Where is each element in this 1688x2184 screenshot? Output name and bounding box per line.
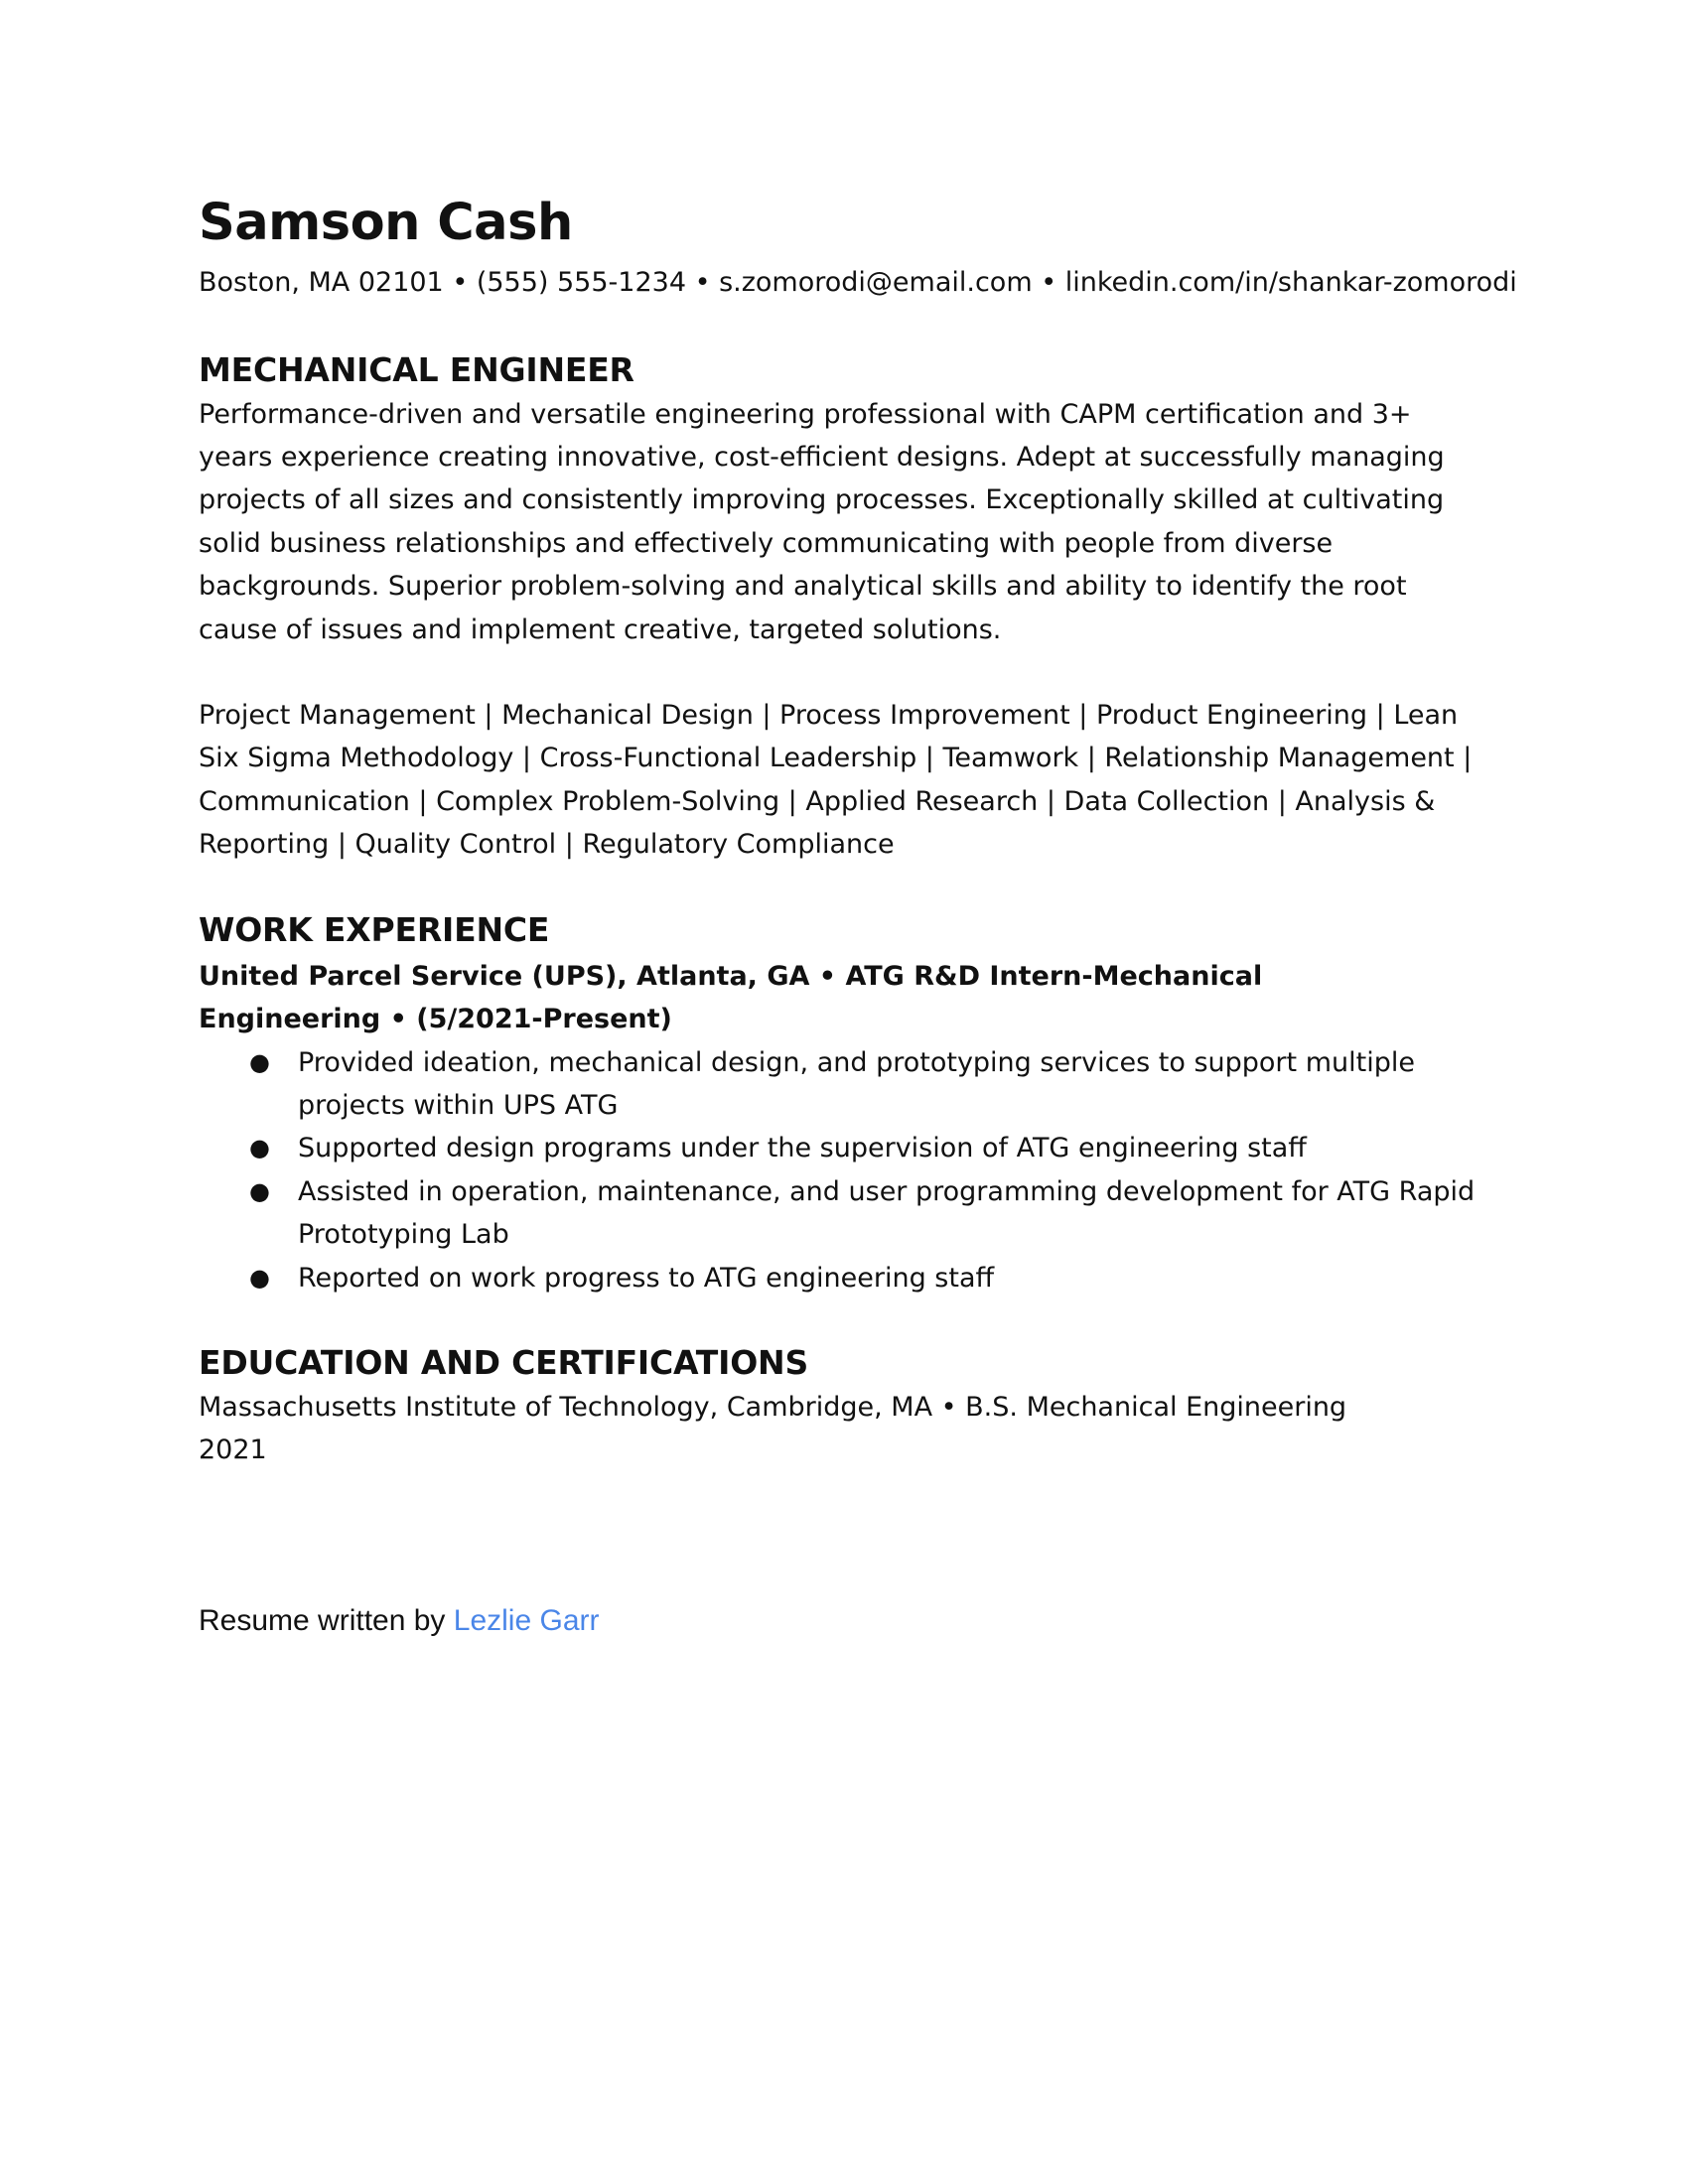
bullet-icon: ● bbox=[249, 1134, 270, 1162]
list-item bbox=[199, 1041, 1489, 1128]
job-bullets bbox=[199, 1041, 1509, 1299]
education-school-degree: Massachusetts Institute of Technology, Cambridge, MA • B.S. Mechanical Engineering bbox=[199, 1391, 1347, 1423]
candidate-name: Samson Cash bbox=[199, 194, 573, 252]
credit-prefix: Resume written by bbox=[199, 1603, 454, 1637]
resume-page bbox=[199, 194, 1517, 1641]
job-header: United Parcel Service (UPS), Atlanta, GA • ATG R&D Intern-Mechanical Engineering • (5/2021-Present) bbox=[199, 960, 1263, 1035]
bullet-text: Assisted in operation, maintenance, and user programming development for ATG Rapid Prototyping Lab bbox=[298, 1175, 1476, 1251]
author-link[interactable]: Lezlie Garr bbox=[453, 1603, 600, 1637]
bullet-icon: ● bbox=[249, 1047, 270, 1076]
education-title: EDUCATION AND CERTIFICATIONS bbox=[199, 1342, 809, 1382]
experience-title: WORK EXPERIENCE bbox=[199, 909, 550, 949]
bullet-text: Provided ideation, mechanical design, and prototyping services to support multiple projects within UPS ATG bbox=[298, 1046, 1415, 1121]
summary-text: Performance-driven and versatile engineering professional with CAPM certification and 3+ years experience creating innovative, cost-efficient designs. Adept at successfully managing projects of all sizes and consistently improving processes. Exceptionally skilled at cultivating solid business relationships and effectively communicating with people from diverse backgrounds. Superior problem-solving and analytical skills and ability to identify the root cause of issues and implement creative, targeted solutions. bbox=[199, 398, 1445, 645]
bullet-text: Supported design programs under the supervision of ATG engineering staff bbox=[298, 1133, 1307, 1164]
list-item bbox=[199, 1170, 1489, 1257]
bullet-icon: ● bbox=[249, 1176, 270, 1205]
contact-line: Boston, MA 02101 • (555) 555-1234 • s.zomorodi@email.com • linkedin.com/in/shankar-zomorodi bbox=[199, 266, 1517, 298]
resume-credit bbox=[199, 1601, 1509, 1641]
bullet-icon: ● bbox=[249, 1263, 270, 1292]
list-item bbox=[199, 1257, 1489, 1299]
summary-title: MECHANICAL ENGINEER bbox=[199, 349, 634, 389]
list-item bbox=[199, 1127, 1489, 1169]
bullet-text: Reported on work progress to ATG engineering staff bbox=[298, 1262, 995, 1294]
skills-list: Project Management | Mechanical Design | Process Improvement | Product Engineering | Lean Six Sigma Methodology | Cross-Functional Leadership | Teamwork | Relationship Management | Communication | Complex Problem-Solving | Applied Research | Data Collection | Analysis & Reporting | Quality Control | Regulatory Compliance bbox=[199, 700, 1473, 861]
education-line bbox=[199, 1386, 1509, 1472]
education-year: 2021 bbox=[199, 1434, 267, 1466]
